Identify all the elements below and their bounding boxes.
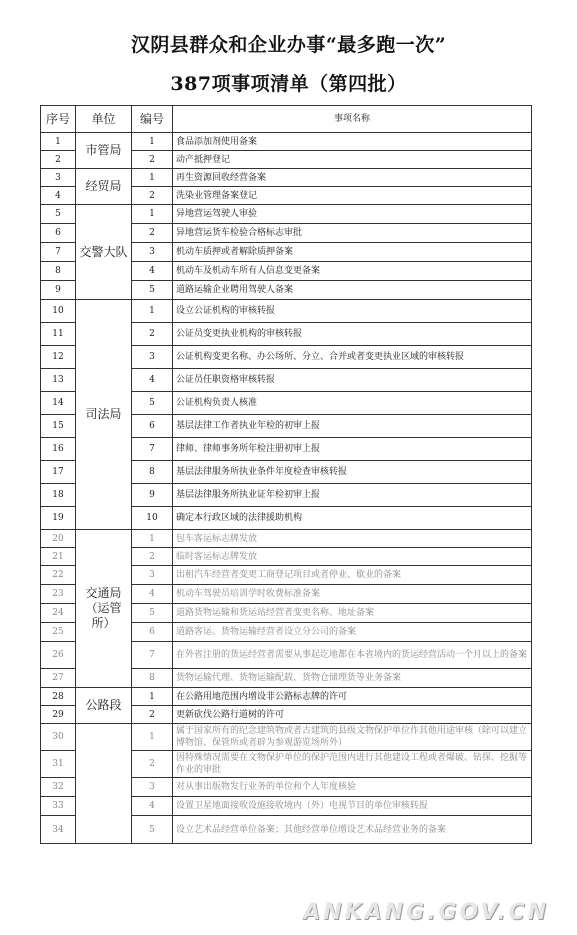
row-item-name: 设置卫星地面接收设施接收境内（外）电视节目的单位审核转报 [173,797,532,816]
row-code: 7 [132,642,173,669]
row-seq: 22 [41,566,76,585]
document-title-line2: 387项事项清单（第四批） [170,73,407,95]
row-code: 2 [132,323,173,346]
row-seq: 27 [41,669,76,688]
row-item-name: 基层法律服务所执业条件年度检查审核转报 [173,461,532,484]
row-code: 4 [132,797,173,816]
table-row [41,300,532,323]
row-code: 5 [132,392,173,415]
unit-line-3: 所） [91,616,116,630]
row-item-name: 异地营运驾驶人审验 [173,205,532,224]
row-seq: 9 [41,281,76,300]
table-row [41,169,532,187]
row-code: 1 [132,169,173,187]
unit-line-2: （运管 [85,601,122,615]
row-item-name: 确定本行政区域的法律援助机构 [173,507,532,530]
row-code: 3 [132,346,173,369]
row-item-name: 机动车及机动车所有人信息变更备案 [173,262,532,281]
row-item-name: 异地营运货车检验合格标志审批 [173,224,532,243]
row-seq: 31 [41,751,76,778]
watermark: ANKANG.GOV.CN [303,900,549,925]
row-seq: 23 [41,585,76,604]
row-seq: 30 [41,724,76,751]
table-row [41,205,532,224]
row-item-name: 基层法律服务所执业证年检初审上报 [173,484,532,507]
row-code: 2 [132,224,173,243]
row-code: 5 [132,604,173,623]
row-code: 2 [132,187,173,205]
unit-cell [76,724,132,844]
row-item-name: 机动车驾驶员培训学时收费标准备案 [173,585,532,604]
row-code: 8 [132,669,173,688]
row-item-name: 在外省注册的货运经营者需要从事起讫地都在本省境内的货运经营活动一个月以上的备案 [173,642,532,669]
row-code: 4 [132,369,173,392]
table-row [41,688,532,706]
row-seq: 24 [41,604,76,623]
row-seq: 33 [41,797,76,816]
row-item-name: 洗染业管理备案登记 [173,187,532,205]
row-item-name: 公证机构变更名称、办公场所、分立、合并或者变更执业区域的审核转报 [173,346,532,369]
row-item-name: 货物运输代理、货物运输配载、货物仓储理货等业务备案 [173,669,532,688]
row-seq: 1 [41,133,76,151]
unit-cell: 司法局 [76,300,132,530]
row-item-name: 因特殊情况需要在文物保护单位的保护范围内进行其他建设工程或者爆破、钻探、挖掘等作业的审批 [173,751,532,778]
row-item-name: 机动车质押或者解除质押备案 [173,243,532,262]
row-seq: 21 [41,548,76,566]
row-code: 10 [132,507,173,530]
row-seq: 29 [41,706,76,724]
items-table [40,105,532,844]
row-code: 5 [132,816,173,844]
row-seq: 25 [41,623,76,642]
unit-cell: 经贸局 [76,169,132,205]
table-row [41,530,532,548]
row-code: 5 [132,281,173,300]
row-code: 6 [132,623,173,642]
row-code: 8 [132,461,173,484]
row-code: 2 [132,548,173,566]
row-seq: 28 [41,688,76,706]
row-code: 1 [132,530,173,548]
row-seq: 5 [41,205,76,224]
row-item-name: 道路客运、货物运输经营者设立分公司的备案 [173,623,532,642]
row-item-name: 公证员变更执业机构的审核转报 [173,323,532,346]
row-code: 6 [132,415,173,438]
row-seq: 8 [41,262,76,281]
row-item-name: 道路运输企业聘用驾驶人备案 [173,281,532,300]
row-code: 1 [132,300,173,323]
row-item-name: 在公路用地范围内增设非公路标志牌的许可 [173,688,532,706]
row-item-name: 律师、律师事务所年检注册初审上报 [173,438,532,461]
header-code: 编号 [132,106,173,133]
row-code: 2 [132,706,173,724]
row-item-name: 对从事出版物发行业务的单位和个人年度核验 [173,778,532,797]
row-item-name: 属于国家所有的纪念建筑物或者古建筑的县级文物保护单位作其他用途审核（除可以建立博物馆、保管所或者辟为参观游览场所外） [173,724,532,751]
row-seq: 11 [41,323,76,346]
row-code: 9 [132,484,173,507]
row-seq: 17 [41,461,76,484]
row-code: 4 [132,262,173,281]
table-row [41,133,532,151]
row-seq: 6 [41,224,76,243]
row-code: 1 [132,205,173,224]
row-code: 1 [132,688,173,706]
row-code: 1 [132,724,173,751]
document-title-line1: 汉阴县群众和企业办事“最多跑一次” [130,34,447,56]
unit-cell: 交警大队 [76,205,132,300]
table-body [41,133,532,844]
row-seq: 14 [41,392,76,415]
row-code: 4 [132,585,173,604]
table-row [41,724,532,751]
row-seq: 7 [41,243,76,262]
row-seq: 3 [41,169,76,187]
row-item-name: 设立公证机构的审核转报 [173,300,532,323]
row-item-name: 临时客运标志牌发放 [173,548,532,566]
row-item-name: 再生资源回收经营备案 [173,169,532,187]
row-item-name: 出租汽车经营者变更工商登记项目或者停业、歇业的备案 [173,566,532,585]
unit-cell [76,530,132,688]
row-seq: 16 [41,438,76,461]
row-code: 3 [132,778,173,797]
row-seq: 32 [41,778,76,797]
row-item-name: 食品添加剂使用备案 [173,133,532,151]
row-seq: 15 [41,415,76,438]
row-item-name: 设立艺术品经营单位备案；其他经营单位增设艺术品经营业务的备案 [173,816,532,844]
unit-line-1: 交通局 [85,586,122,600]
row-seq: 18 [41,484,76,507]
unit-cell: 市管局 [76,133,132,169]
row-code: 7 [132,438,173,461]
header-seq: 序号 [41,106,76,133]
row-seq: 10 [41,300,76,323]
row-seq: 13 [41,369,76,392]
header-unit: 单位 [76,106,132,133]
row-item-name: 包车客运标志牌发放 [173,530,532,548]
row-seq: 19 [41,507,76,530]
table-header-row [41,106,532,133]
row-item-name: 动产抵押登记 [173,151,532,169]
row-code: 3 [132,243,173,262]
row-seq: 4 [41,187,76,205]
row-seq: 2 [41,151,76,169]
row-item-name: 公证机构负责人核准 [173,392,532,415]
row-code: 3 [132,566,173,585]
unit-cell: 公路段 [76,688,132,724]
row-seq: 34 [41,816,76,844]
header-name: 事项名称 [173,106,532,133]
row-seq: 20 [41,530,76,548]
row-code: 2 [132,151,173,169]
row-item-name: 道路货物运输和货运站经营者变更名称、地址备案 [173,604,532,623]
row-code: 2 [132,751,173,778]
row-item-name: 基层法律工作者执业年检的初审上报 [173,415,532,438]
row-item-name: 更新砍伐公路行道树的许可 [173,706,532,724]
row-item-name: 公证员任职资格审核转报 [173,369,532,392]
row-seq: 12 [41,346,76,369]
row-seq: 26 [41,642,76,669]
row-code: 1 [132,133,173,151]
